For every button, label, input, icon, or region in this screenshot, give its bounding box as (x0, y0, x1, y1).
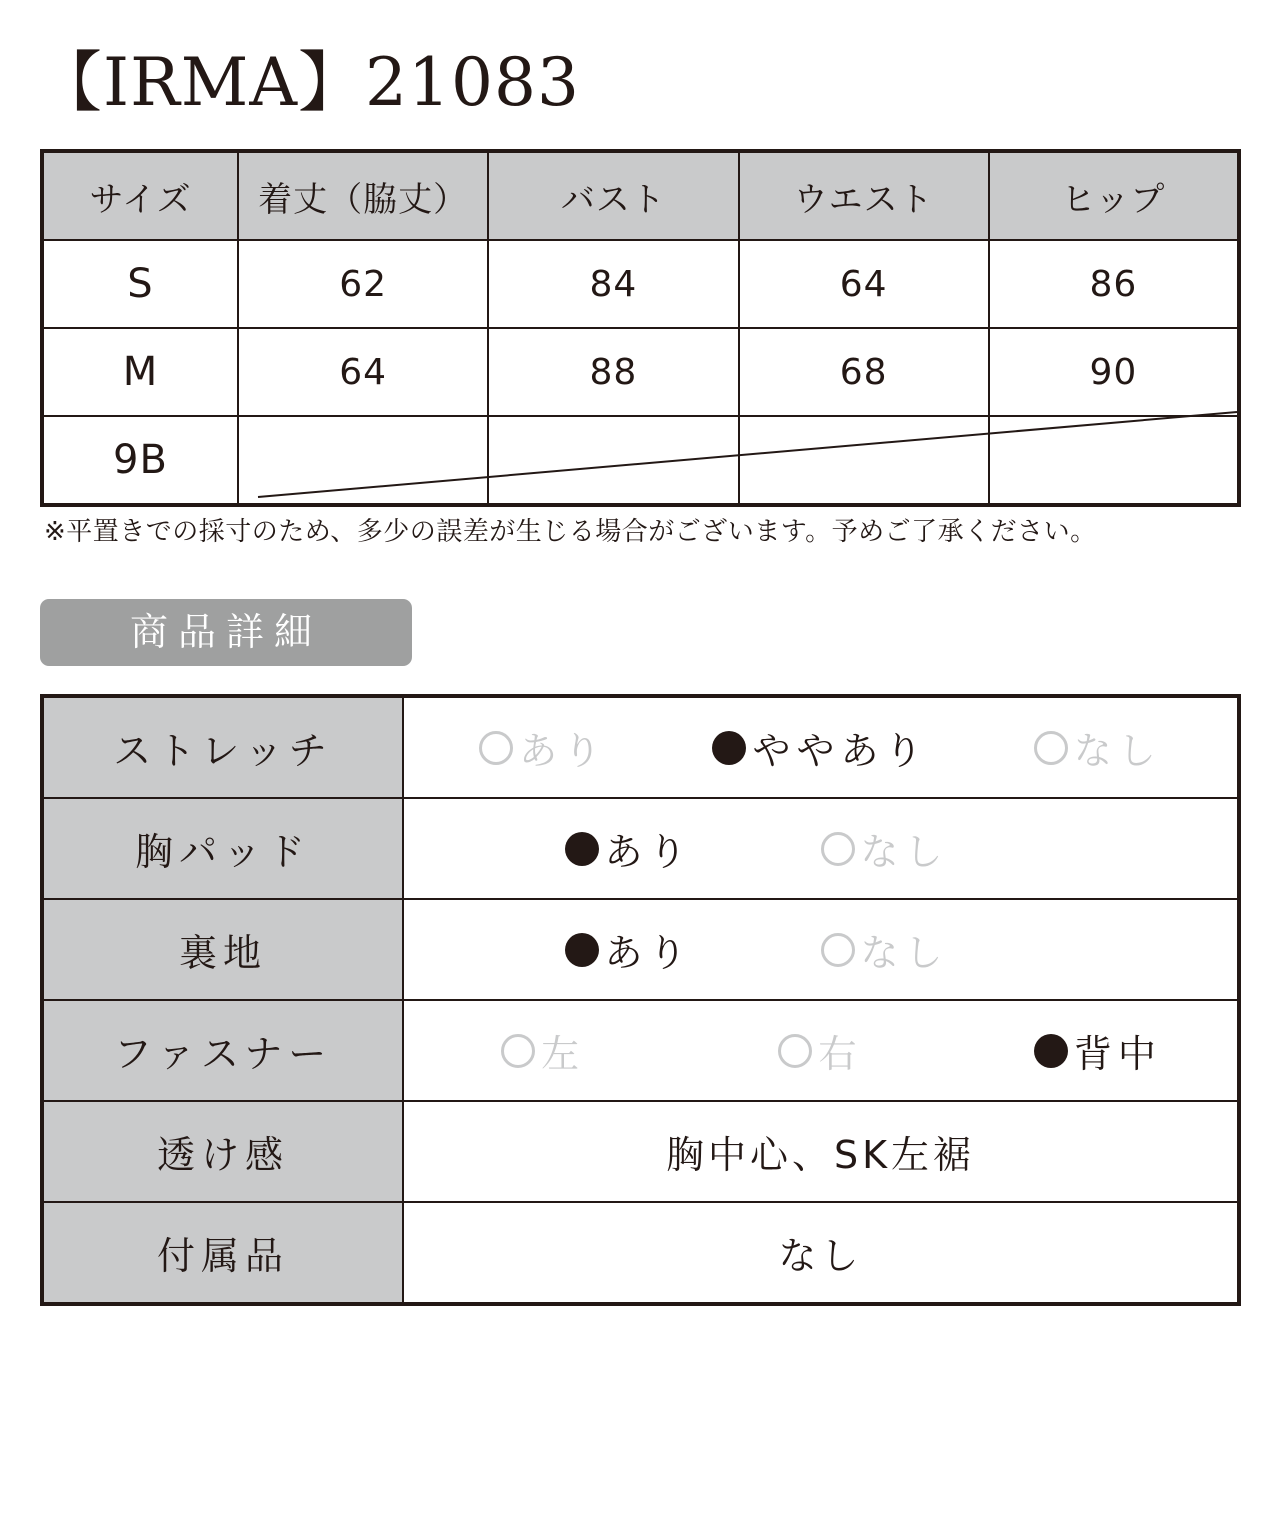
size-value: 64 (238, 328, 488, 416)
size-value: 84 (488, 240, 738, 328)
empty-circle-icon (1034, 731, 1068, 765)
header-size: サイズ (42, 151, 238, 240)
size-value-empty (238, 416, 488, 505)
option-selected (565, 821, 821, 876)
option-label: あり (519, 729, 608, 773)
option-label: なし (860, 931, 949, 975)
size-row-m (42, 328, 1239, 416)
detail-row-sheerness (42, 1101, 1239, 1202)
header-waist: ウエスト (739, 151, 989, 240)
size-value-empty (488, 416, 738, 505)
detail-row-chest-pad (42, 798, 1239, 899)
size-table-header-row (42, 151, 1239, 240)
detail-value: 胸中心、SK左裾 (403, 1101, 1239, 1202)
size-value: 62 (238, 240, 488, 328)
detail-options (403, 1000, 1239, 1101)
option-selected (682, 720, 959, 775)
detail-options (403, 798, 1239, 899)
option-label: なし (1073, 729, 1162, 773)
option-group (404, 1023, 1237, 1078)
empty-circle-icon (501, 1034, 535, 1068)
filled-circle-icon (712, 731, 746, 765)
detail-label: 裏地 (42, 899, 403, 1000)
filled-circle-icon (565, 933, 599, 967)
header-length: 着丈（脇丈） (238, 151, 488, 240)
detail-row-stretch (42, 696, 1239, 798)
filled-circle-icon (565, 832, 599, 866)
detail-label: ストレッチ (42, 696, 403, 798)
size-value: 88 (488, 328, 738, 416)
size-label: 9B (42, 416, 238, 505)
option-group (404, 720, 1237, 775)
size-row-9b (42, 416, 1239, 505)
option-label: あり (604, 931, 693, 975)
option-unselected (404, 720, 681, 775)
size-label: M (42, 328, 238, 416)
option-label: 右 (818, 1032, 863, 1076)
option-selected (565, 922, 821, 977)
empty-circle-icon (778, 1034, 812, 1068)
detail-table (40, 694, 1241, 1306)
option-unselected (821, 821, 1077, 876)
size-value: 68 (739, 328, 989, 416)
size-value: 90 (989, 328, 1239, 416)
option-group (404, 821, 1237, 876)
option-unselected (682, 1023, 959, 1078)
size-table (40, 149, 1241, 507)
size-value: 86 (989, 240, 1239, 328)
option-label: ややあり (752, 729, 929, 773)
size-value-empty (989, 416, 1239, 505)
size-label: S (42, 240, 238, 328)
empty-circle-icon (821, 933, 855, 967)
option-group (404, 922, 1237, 977)
detail-row-lining (42, 899, 1239, 1000)
option-unselected (959, 720, 1236, 775)
detail-label: 付属品 (42, 1202, 403, 1304)
detail-options (403, 696, 1239, 798)
size-row-s (42, 240, 1239, 328)
measurement-note: ※平置きでの採寸のため、多少の誤差が生じる場合がございます。予めご了承ください。 (44, 517, 1097, 547)
detail-label: 胸パッド (42, 798, 403, 899)
option-label: なし (860, 830, 949, 874)
empty-circle-icon (821, 832, 855, 866)
option-label: 背中 (1073, 1032, 1162, 1076)
detail-value: なし (403, 1202, 1239, 1304)
detail-label: 透け感 (42, 1101, 403, 1202)
detail-row-fastener (42, 1000, 1239, 1101)
size-value-empty (739, 416, 989, 505)
empty-circle-icon (479, 731, 513, 765)
detail-label: ファスナー (42, 1000, 403, 1101)
option-unselected (821, 922, 1077, 977)
option-label: 左 (541, 1032, 586, 1076)
size-value: 64 (739, 240, 989, 328)
option-selected (959, 1023, 1236, 1078)
option-unselected (404, 1023, 681, 1078)
section-label-product-details: 商品詳細 (40, 599, 412, 666)
detail-row-accessories (42, 1202, 1239, 1304)
option-label: あり (604, 830, 693, 874)
detail-options (403, 899, 1239, 1000)
header-bust: バスト (488, 151, 738, 240)
page-title: 【IRMA】21083 (36, 44, 580, 121)
header-hip: ヒップ (989, 151, 1239, 240)
filled-circle-icon (1034, 1034, 1068, 1068)
